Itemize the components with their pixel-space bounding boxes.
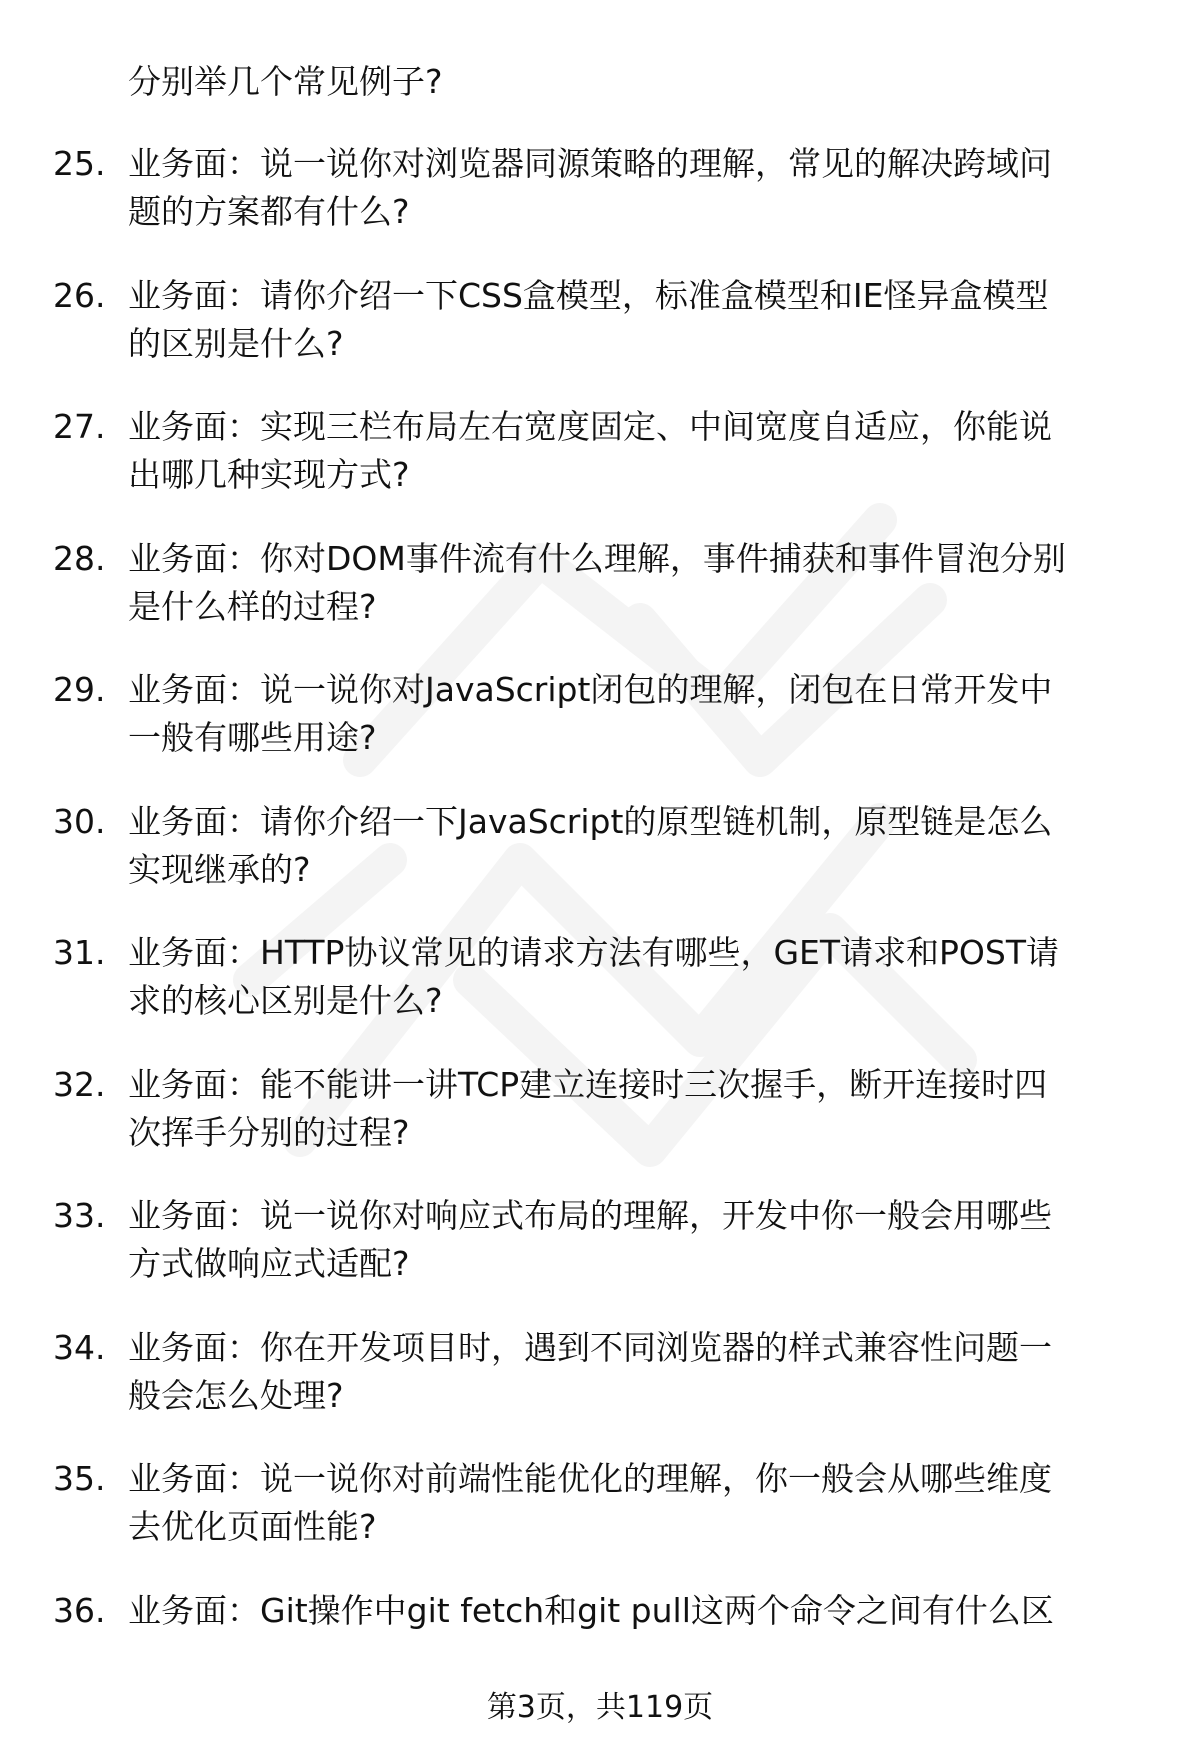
question-number: 27.: [53, 407, 106, 446]
question-line: 方式做响应式适配?: [128, 1244, 410, 1283]
page-number-footer: 第3页，共119页: [486, 1690, 714, 1725]
question-text: [128, 929, 1168, 1025]
question-line: 业务面：请你介绍一下JavaScript的原型链机制，原型链是怎么: [128, 802, 1053, 841]
question-number: 29.: [53, 670, 106, 709]
question-number: 31.: [53, 933, 106, 972]
question-number: 30.: [53, 802, 106, 841]
question-text: [128, 272, 1168, 368]
question-number: 33.: [53, 1196, 106, 1235]
question-line: 业务面：你在开发项目时，遇到不同浏览器的样式兼容性问题一: [128, 1328, 1052, 1367]
question-text: [128, 666, 1168, 762]
question-line: 出哪几种实现方式?: [128, 455, 410, 494]
question-number: 34.: [53, 1328, 106, 1367]
question-line: 业务面：说一说你对JavaScript闭包的理解，闭包在日常开发中: [128, 670, 1053, 709]
question-number: 26.: [53, 276, 106, 315]
question-number: 28.: [53, 539, 106, 578]
continued-question-line: 分别举几个常见例子?: [128, 62, 443, 101]
question-text: [128, 140, 1168, 236]
question-line: 一般有哪些用途?: [128, 718, 377, 757]
question-text: [128, 1192, 1168, 1288]
question-line: 业务面：Git操作中git fetch和git pull这两个命令之间有什么区: [128, 1591, 1054, 1630]
question-line: 业务面：说一说你对前端性能优化的理解，你一般会从哪些维度: [128, 1459, 1052, 1498]
question-line: 业务面：说一说你对响应式布局的理解，开发中你一般会用哪些: [128, 1196, 1052, 1235]
question-line: 业务面：请你介绍一下CSS盒模型，标准盒模型和IE怪异盒模型: [128, 276, 1049, 315]
question-line: 般会怎么处理?: [128, 1376, 344, 1415]
question-line: 实现继承的?: [128, 850, 311, 889]
question-line: 是什么样的过程?: [128, 587, 377, 626]
question-line: 业务面：HTTP协议常见的请求方法有哪些，GET请求和POST请: [128, 933, 1060, 972]
question-line: 次挥手分别的过程?: [128, 1113, 410, 1152]
question-number: 32.: [53, 1065, 106, 1104]
question-line: 业务面：说一说你对浏览器同源策略的理解，常见的解决跨域问: [128, 144, 1052, 183]
question-line: 题的方案都有什么?: [128, 192, 410, 231]
question-number: 36.: [53, 1591, 106, 1630]
question-number: 35.: [53, 1459, 106, 1498]
question-line: 的区别是什么?: [128, 324, 344, 363]
question-line: 业务面：能不能讲一讲TCP建立连接时三次握手，断开连接时四: [128, 1065, 1048, 1104]
question-line: 业务面：你对DOM事件流有什么理解，事件捕获和事件冒泡分别: [128, 539, 1066, 578]
question-line: 去优化页面性能?: [128, 1507, 377, 1546]
question-text: [128, 798, 1168, 894]
question-line: 业务面：实现三栏布局左右宽度固定、中间宽度自适应，你能说: [128, 407, 1052, 446]
question-text: [128, 403, 1168, 499]
question-text: [128, 1455, 1168, 1551]
question-number: 25.: [53, 144, 106, 183]
question-text: [128, 1324, 1168, 1420]
question-text: [128, 535, 1168, 631]
question-text: [128, 1061, 1168, 1157]
question-line: 求的核心区别是什么?: [128, 981, 443, 1020]
question-text: [128, 1587, 1168, 1635]
